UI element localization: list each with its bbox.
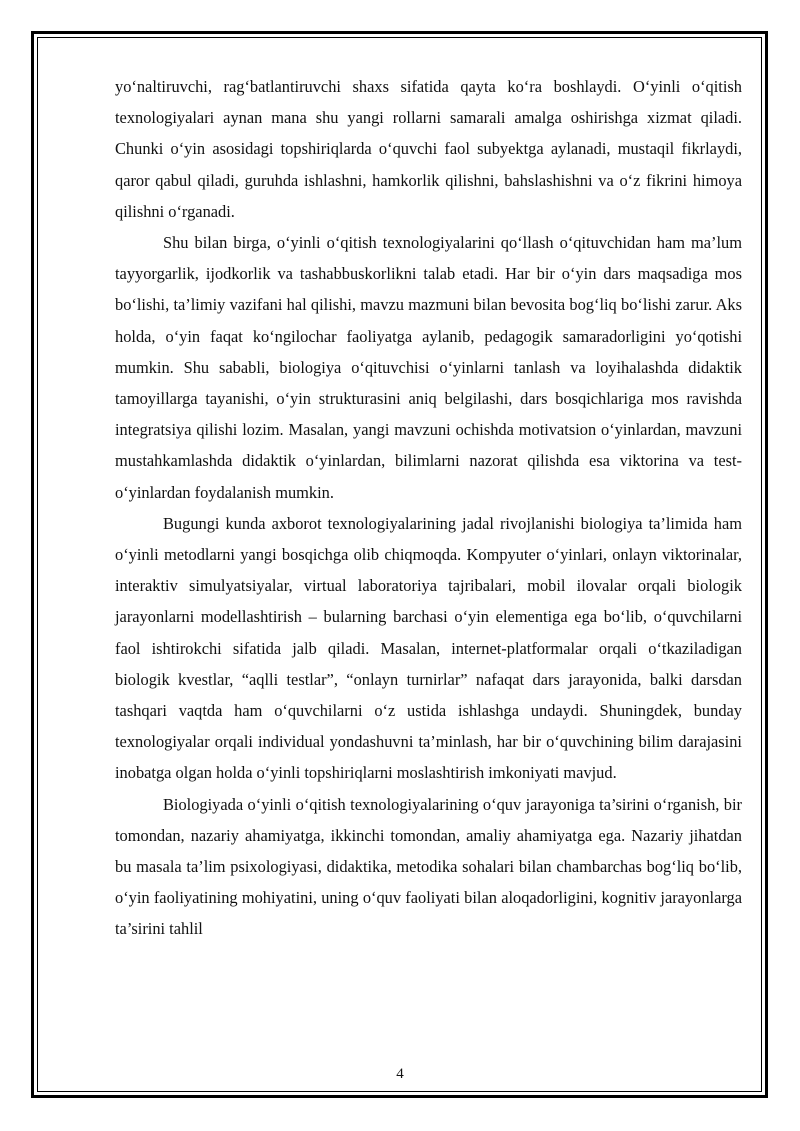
paragraph-3: Bugungi kunda axborot texnologiyalarining jadal rivojlanishi biologiya ta’limida ham o‘yinli metodlarni yangi bosqichga olib chiqmoqda. Kompyuter o‘yinlari, onlayn viktorinalar, interaktiv simulyatsiyalar, virtual laboratoriya tajribalari, mobil ilovalar orqali biologik jarayonlarni modellashtirish – bularning barchasi o‘yin elementiga ega bo‘lib, o‘quvchilarni faol ishtirokchi sifatida jalb qiladi. Masalan, internet-platformalar orqali o‘tkaziladigan biologik kvestlar, “aqlli testlar”, “onlayn turnirlar” nafaqat dars jarayonida, balki darsdan tashqari vaqtda ham o‘quvchilarni o‘z ustida ishlashga undaydi. Shuningdek, bunday texnologiyalar orqali individual yondashuvni ta’minlash, har bir o‘quvchining bilim darajasini inobatga olgan holda o‘yinli topshiriqlarni moslashtirish imkoniyati mavjud. [115, 513, 742, 783]
paragraph-1: yo‘naltiruvchi, rag‘batlantiruvchi shaxs sifatida qayta ko‘ra boshlaydi. O‘yinli o‘qitish texnologiyalari aynan mana shu yangi rollarni samarali amalga oshirishga xizmat qiladi. Chunki o‘yin asosidagi topshiriqlarda o‘quvchi faol subyektga aylanadi, mustaqil fikrlaydi, qaror qabul qiladi, guruhda ishlashni, hamkorlik qilishni, bahslashishni va o‘z fikrini himoya qilishni o‘rganadi. [115, 77, 742, 221]
document-body [115, 71, 742, 945]
paragraph-4: Biologiyada o‘yinli o‘qitish texnologiyalarining o‘quv jarayoniga ta’sirini o‘rganish, bir tomondan, nazariy ahamiyatga, ikkinchi tomondan, amaliy ahamiyatga ega. Nazariy jihatdan bu masala ta’lim psixologiyasi, didaktika, metodika sohalari bilan chambarchas bog‘liq bo‘lib, o‘yin faoliyatining mohiyatini, uning o‘quv faoliyati bilan aloqadorligini, kognitiv jarayonlarga ta’sirini tahlil [115, 794, 742, 939]
paragraph-2: Shu bilan birga, o‘yinli o‘qitish texnologiyalarini qo‘llash o‘qituvchidan ham ma’lum tayyorgarlik, ijodkorlik va tashabbuskorlikni talab etadi. Har bir o‘yin dars maqsadiga mos bo‘lishi, ta’limiy vazifani hal qilishi, mavzu mazmuni bilan bevosita bog‘liq bo‘lishi zarur. Aks holda, o‘yin faqat ko‘ngilochar faoliyatga aylanib, pedagogik samaradorligini yo‘qotishi mumkin. Shu sababli, biologiya o‘qituvchisi o‘yinlarni tanlash va loyihalashda didaktik tamoyillarga tayanishi, o‘yin strukturasini aniq belgilashi, dars bosqichlariga mos ravishda integratsiya qilishi lozim. Masalan, yangi mavzuni ochishda motivatsion o‘yinlardan, mavzuni mustahkamlashda didaktik o‘yinlardan, bilimlarni nazorat qilishda esa viktorina va test-o‘yinlardan foydalanish mumkin. [115, 233, 742, 502]
page-number: 4 [396, 1066, 404, 1082]
